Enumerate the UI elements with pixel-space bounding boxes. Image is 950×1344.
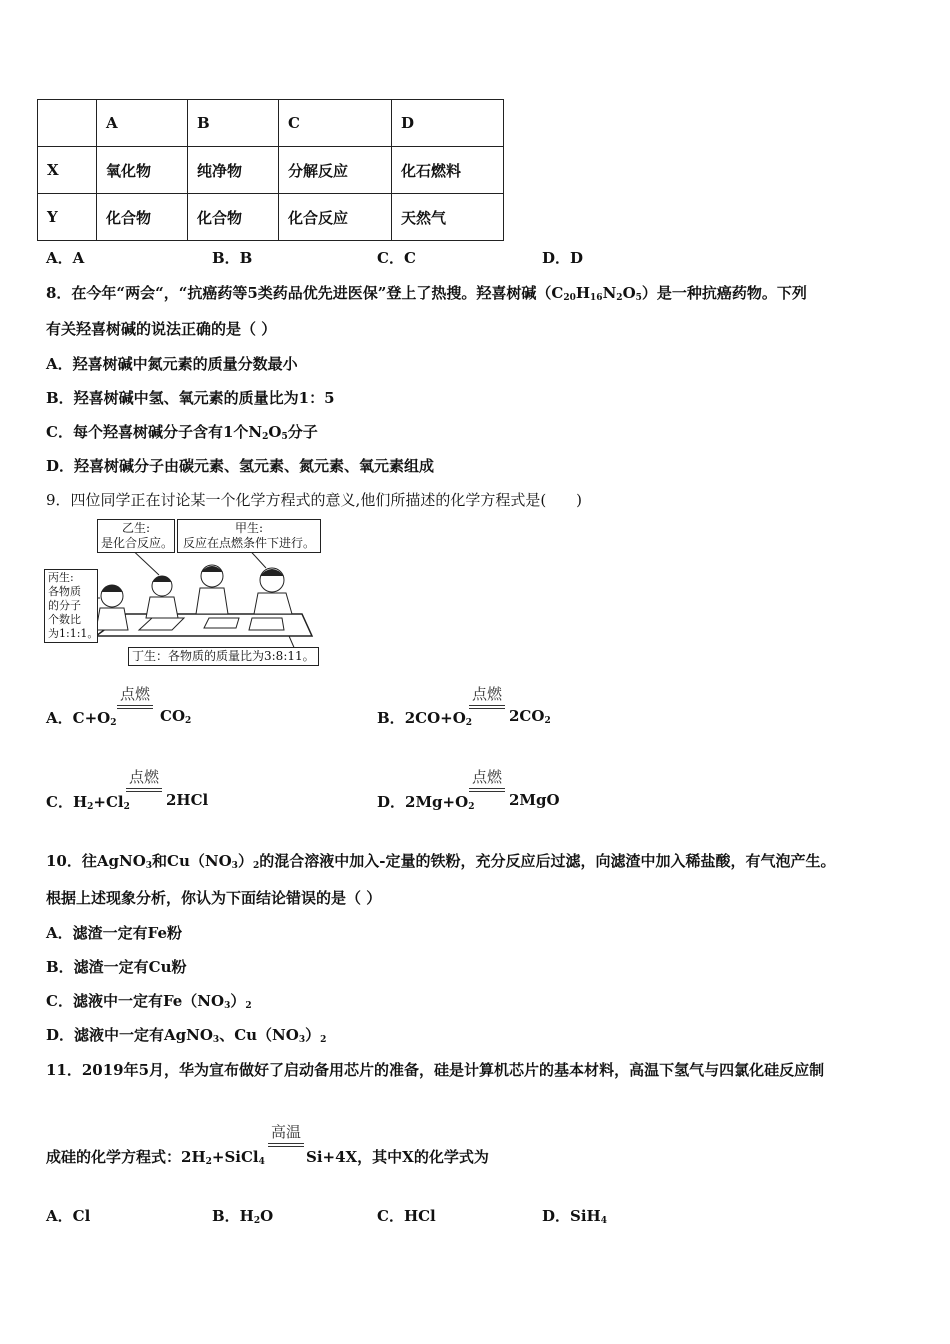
table-row xyxy=(38,194,504,241)
bubble-text: 反应在点燃条件下进行。 xyxy=(182,536,315,550)
reaction-condition: 点燃 xyxy=(471,685,502,703)
reaction-condition: 高温 xyxy=(270,1123,301,1141)
bubble-name: 乙生: xyxy=(121,521,151,535)
bubble-text: 为1:1:1。 xyxy=(48,627,99,640)
hair-icon xyxy=(201,566,223,572)
table-cell: 分解反应 xyxy=(279,147,392,194)
equation-right: 2CO xyxy=(509,707,545,725)
q10-option-c-text: ） xyxy=(230,992,246,1010)
q11-stem-line2 xyxy=(46,1146,265,1167)
subscript: 2 xyxy=(252,861,260,871)
q11-option-b xyxy=(212,1205,273,1226)
equals-sign xyxy=(469,705,505,709)
q8-stem-text: N xyxy=(602,284,617,302)
subscript: 16 xyxy=(590,293,603,303)
q8-option-c xyxy=(46,421,318,442)
bubble-text: 的分子 xyxy=(48,599,81,612)
table-cell xyxy=(38,100,97,147)
q10-stem-line2: 根据上述现象分析，你认为下面结论错误的是（ ） xyxy=(46,889,382,907)
student-body-icon xyxy=(254,593,292,614)
q8-option-c-text: O xyxy=(268,423,282,441)
reaction-condition: 点燃 xyxy=(119,685,150,703)
hair-icon xyxy=(101,585,123,592)
speech-bubble-ding: 丁生：各物质的质量比为3:8:11。 xyxy=(128,647,319,666)
q9-option-d-product: 2MgO xyxy=(509,791,560,809)
table-cell: 化合反应 xyxy=(279,194,392,241)
hair-icon xyxy=(260,569,284,576)
q10-option-d xyxy=(46,1024,326,1045)
table-row xyxy=(38,147,504,194)
q8-stem-text: O xyxy=(622,284,636,302)
subscript: 3 xyxy=(298,1035,306,1045)
reaction-condition: 点燃 xyxy=(128,768,159,786)
q9-option-a-product xyxy=(160,707,191,726)
equals-sign xyxy=(469,788,505,792)
q9-option-c-product: 2HCl xyxy=(166,791,209,809)
q8-stem-text: ）是一种抗癌药物。下列 xyxy=(641,284,807,302)
subscript: 5 xyxy=(635,293,642,303)
table-cell: 纯净物 xyxy=(188,147,279,194)
subscript: 2 xyxy=(205,1157,212,1167)
q7-option-a: A．A xyxy=(46,249,85,267)
q10-stem-text: 的混合溶液中加入-定量的铁粉，充分反应后过滤，向滤渣中加入稀盐酸，有气泡产生。 xyxy=(259,852,836,870)
subscript: 2 xyxy=(544,716,551,726)
q11-option-a: A．Cl xyxy=(46,1207,91,1225)
q9-option-c xyxy=(46,791,130,812)
subscript: 2 xyxy=(468,802,475,812)
q10-option-d-text: ） xyxy=(305,1026,321,1044)
q7-option-c: C．C xyxy=(377,249,416,267)
q10-option-d-text: D．滤液中一定有AgNO xyxy=(46,1026,213,1044)
q11-option-b-text: B．H xyxy=(212,1207,254,1225)
q8-option-b: B．羟喜树碱中氢、氧元素的质量比为1：5 xyxy=(46,389,335,407)
q8-option-d: D．羟喜树碱分子由碳元素、氢元素、氮元素、氧元素组成 xyxy=(46,457,435,475)
option-label: B． xyxy=(377,709,405,727)
q7-option-d: D．D xyxy=(542,249,584,267)
table-cell: D xyxy=(392,100,504,147)
q10-option-c xyxy=(46,990,252,1011)
q8-stem-text: H xyxy=(575,284,591,302)
speech-bubble-jia xyxy=(177,519,321,553)
q8-option-a: A．羟喜树碱中氮元素的质量分数最小 xyxy=(46,355,298,373)
q10-option-b: B．滤渣一定有Cu粉 xyxy=(46,958,187,976)
speech-bubble-yi xyxy=(97,519,175,553)
subscript: 3 xyxy=(231,861,238,871)
q10-stem-text: 和Cu（NO xyxy=(152,852,232,870)
q8-stem-text: 8．在今年“两会“，“抗癌药等5类药品优先进医保”登上了热搜。羟喜树碱（C xyxy=(46,284,564,302)
q10-option-a: A．滤渣一定有Fe粉 xyxy=(46,924,183,942)
q10-stem xyxy=(46,850,835,871)
subscript: 5 xyxy=(281,432,288,442)
q9-option-d xyxy=(377,791,474,812)
subscript: 2 xyxy=(616,293,623,303)
q11-stem-line2-rest: Si+4X，其中X的化学式为 xyxy=(306,1148,489,1166)
q9-option-b xyxy=(377,707,472,728)
q11-option-d-text: D．SiH xyxy=(542,1207,601,1225)
student-body-icon xyxy=(146,597,178,618)
equals-sign xyxy=(117,705,153,709)
table-cell: 氧化物 xyxy=(97,147,188,194)
subscript: 2 xyxy=(262,432,269,442)
equation-left: H xyxy=(72,793,88,811)
subscript: 2 xyxy=(123,802,130,812)
table-cell: X xyxy=(38,147,97,194)
subscript: 2 xyxy=(110,718,117,728)
q9-stem: 9．四位同学正在讨论某一个化学方程式的意义,他们所描述的化学方程式是( ) xyxy=(46,491,583,509)
equals-sign xyxy=(126,788,162,792)
subscript: 2 xyxy=(87,802,94,812)
table-cell: 化石燃料 xyxy=(392,147,504,194)
table-cell: 化合物 xyxy=(188,194,279,241)
subscript: 2 xyxy=(245,1001,252,1011)
student-body-icon xyxy=(96,608,128,630)
reaction-condition: 点燃 xyxy=(471,768,502,786)
table-header-row xyxy=(38,100,504,147)
table-cell: 化合物 xyxy=(97,194,188,241)
subscript: 3 xyxy=(145,861,153,871)
student-body-icon xyxy=(196,588,228,614)
subscript: 3 xyxy=(212,1035,220,1045)
q10-stem-text: ） xyxy=(237,852,253,870)
subscript: 2 xyxy=(185,716,192,726)
q10-stem-text: 10．往AgNO xyxy=(46,852,146,870)
subscript: 20 xyxy=(563,293,576,303)
table-cell: B xyxy=(188,100,279,147)
q8-stem xyxy=(46,282,807,303)
subscript: 4 xyxy=(600,1216,607,1226)
subscript: 2 xyxy=(253,1216,261,1226)
q9-illustration xyxy=(44,518,340,668)
option-label: D． xyxy=(377,793,406,811)
q8-option-c-text: 分子 xyxy=(287,423,318,441)
equation-right: CO xyxy=(160,707,186,725)
q11-option-c: C．HCl xyxy=(377,1207,436,1225)
table-cell: Y xyxy=(38,194,97,241)
bubble-name: 甲生: xyxy=(234,521,264,535)
hair-icon xyxy=(152,576,172,582)
q11-stem: 11．2019年5月，华为宣布做好了启动备用芯片的准备，硅是计算机芯片的基本材料，高温下氢气与四氯化硅反应制 xyxy=(46,1061,825,1079)
bubble-text: 各物质 xyxy=(48,585,81,598)
subscript: 2 xyxy=(320,1035,327,1045)
equation-left: C+O xyxy=(72,709,111,727)
desk-shape xyxy=(96,614,312,636)
equals-sign xyxy=(268,1143,304,1147)
q8-stem-line2: 有关羟喜树碱的说法正确的是（ ） xyxy=(46,320,277,338)
option-label: A． xyxy=(46,709,73,727)
classification-table xyxy=(37,99,504,241)
q11-option-d xyxy=(542,1205,607,1226)
subscript: 3 xyxy=(224,1001,231,1011)
q11-stem-text: +SiCl xyxy=(211,1148,259,1166)
table-cell: A xyxy=(97,100,188,147)
table-cell: 天然气 xyxy=(392,194,504,241)
q11-option-b-text: O xyxy=(260,1207,274,1225)
equation-left: 2CO+O xyxy=(404,709,466,727)
q9-option-a xyxy=(46,707,116,728)
q10-option-d-text: 、Cu（NO xyxy=(219,1026,299,1044)
bubble-text: 个数比 xyxy=(48,613,81,626)
q10-option-c-text: C．滤液中一定有Fe（NO xyxy=(46,992,225,1010)
subscript: 4 xyxy=(258,1157,265,1167)
option-label: C． xyxy=(46,793,73,811)
bubble-text: 是化合反应。 xyxy=(101,536,174,550)
q9-option-b-product xyxy=(509,707,551,726)
equation-left: 2Mg+O xyxy=(405,793,469,811)
speech-bubble-bing xyxy=(44,569,98,643)
equation-left: +Cl xyxy=(93,793,124,811)
table-cell: C xyxy=(279,100,392,147)
bubble-name: 丙生: xyxy=(48,571,74,584)
q7-option-b: B．B xyxy=(212,249,253,267)
subscript: 2 xyxy=(465,718,473,728)
q11-stem-text: 成硅的化学方程式：2H xyxy=(46,1148,206,1166)
q8-option-c-text: C．每个羟喜树碱分子含有1个N xyxy=(46,423,263,441)
